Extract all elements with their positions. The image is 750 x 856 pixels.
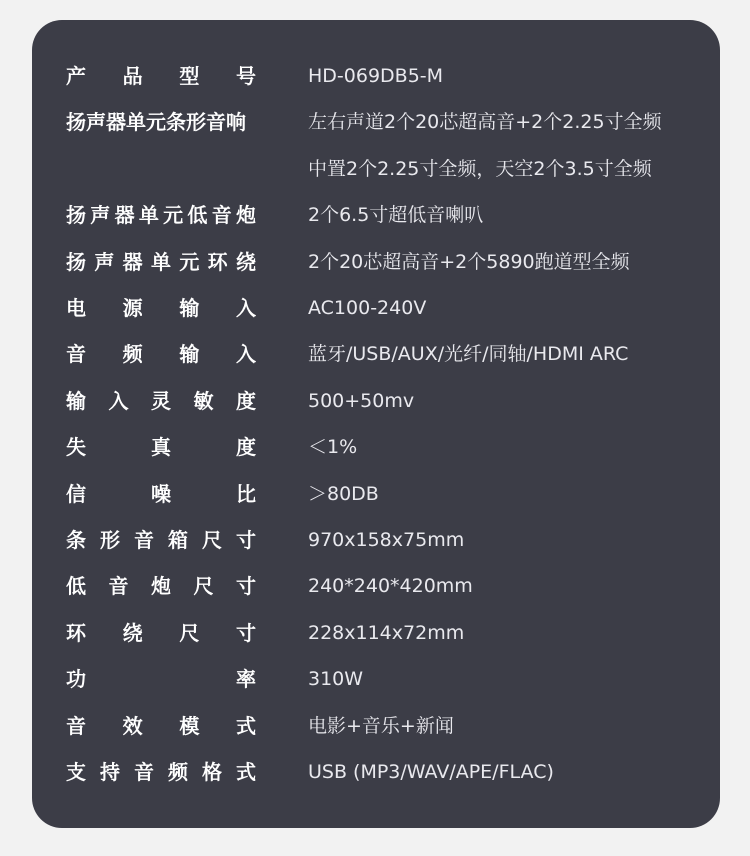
spec-row — [32, 524, 720, 556]
spec-value: 蓝牙/USB/AUX/光纤/同轴/HDMI ARC — [308, 343, 629, 366]
spec-row — [32, 292, 720, 324]
spec-row — [32, 756, 720, 788]
spec-row — [32, 663, 720, 695]
spec-label: 音 效 模 式 — [66, 713, 256, 738]
spec-label: 低 音 炮 尺 寸 — [66, 574, 256, 599]
spec-label: 音 频 输 入 — [66, 342, 256, 367]
spec-value: AC100-240V — [308, 297, 427, 319]
spec-card — [32, 20, 720, 828]
spec-label: 信 噪 比 — [66, 481, 256, 506]
spec-row — [32, 199, 720, 231]
spec-value: 500+50mv — [308, 389, 415, 412]
spec-value: 240*240*420mm — [308, 575, 473, 598]
spec-label: 功 率 — [66, 667, 256, 692]
spec-label: 条 形 音 箱 尺 寸 — [66, 528, 256, 552]
spec-row — [32, 617, 720, 649]
spec-label: 失 真 度 — [66, 435, 256, 460]
spec-value: 970x158x75mm — [308, 529, 465, 551]
spec-row — [32, 710, 720, 742]
spec-value: 左右声道2个20芯超高音+2个2.25寸全频 — [308, 111, 662, 134]
spec-value: HD-069DB5-M — [308, 65, 444, 87]
spec-value: USB (MP3/WAV/APE/FLAC) — [308, 761, 554, 783]
spec-value: 2个20芯超高音+2个5890跑道型全频 — [308, 250, 630, 273]
spec-row — [32, 570, 720, 602]
spec-row — [32, 246, 720, 278]
spec-row — [32, 478, 720, 510]
spec-label: 支 持 音 频 格 式 — [66, 760, 256, 784]
spec-label: 输 入 灵 敏 度 — [66, 388, 256, 413]
spec-value: 中置2个2.25寸全频，天空2个3.5寸全频 — [308, 157, 652, 180]
spec-label: 环 绕 尺 寸 — [66, 620, 256, 645]
spec-value: 310W — [308, 668, 364, 691]
spec-row — [32, 60, 720, 92]
spec-row — [32, 153, 720, 185]
spec-label: 扬声器单元条形音响 — [66, 110, 246, 135]
spec-value: ＞80DB — [308, 482, 379, 505]
spec-row — [32, 385, 720, 417]
spec-row — [32, 431, 720, 463]
spec-value: ＜1% — [308, 436, 358, 459]
spec-row — [32, 338, 720, 370]
spec-label: 产 品 型 号 — [66, 64, 256, 88]
spec-value: 228x114x72mm — [308, 621, 465, 644]
spec-row — [32, 106, 720, 138]
spec-label: 电 源 输 入 — [66, 296, 256, 320]
spec-value: 电影+音乐+新闻 — [308, 714, 454, 737]
spec-value: 2个6.5寸超低音喇叭 — [308, 204, 484, 227]
spec-label: 扬 声 器 单 元 环 绕 — [66, 249, 256, 274]
spec-label: 扬 声 器 单 元 低 音 炮 — [66, 203, 256, 228]
